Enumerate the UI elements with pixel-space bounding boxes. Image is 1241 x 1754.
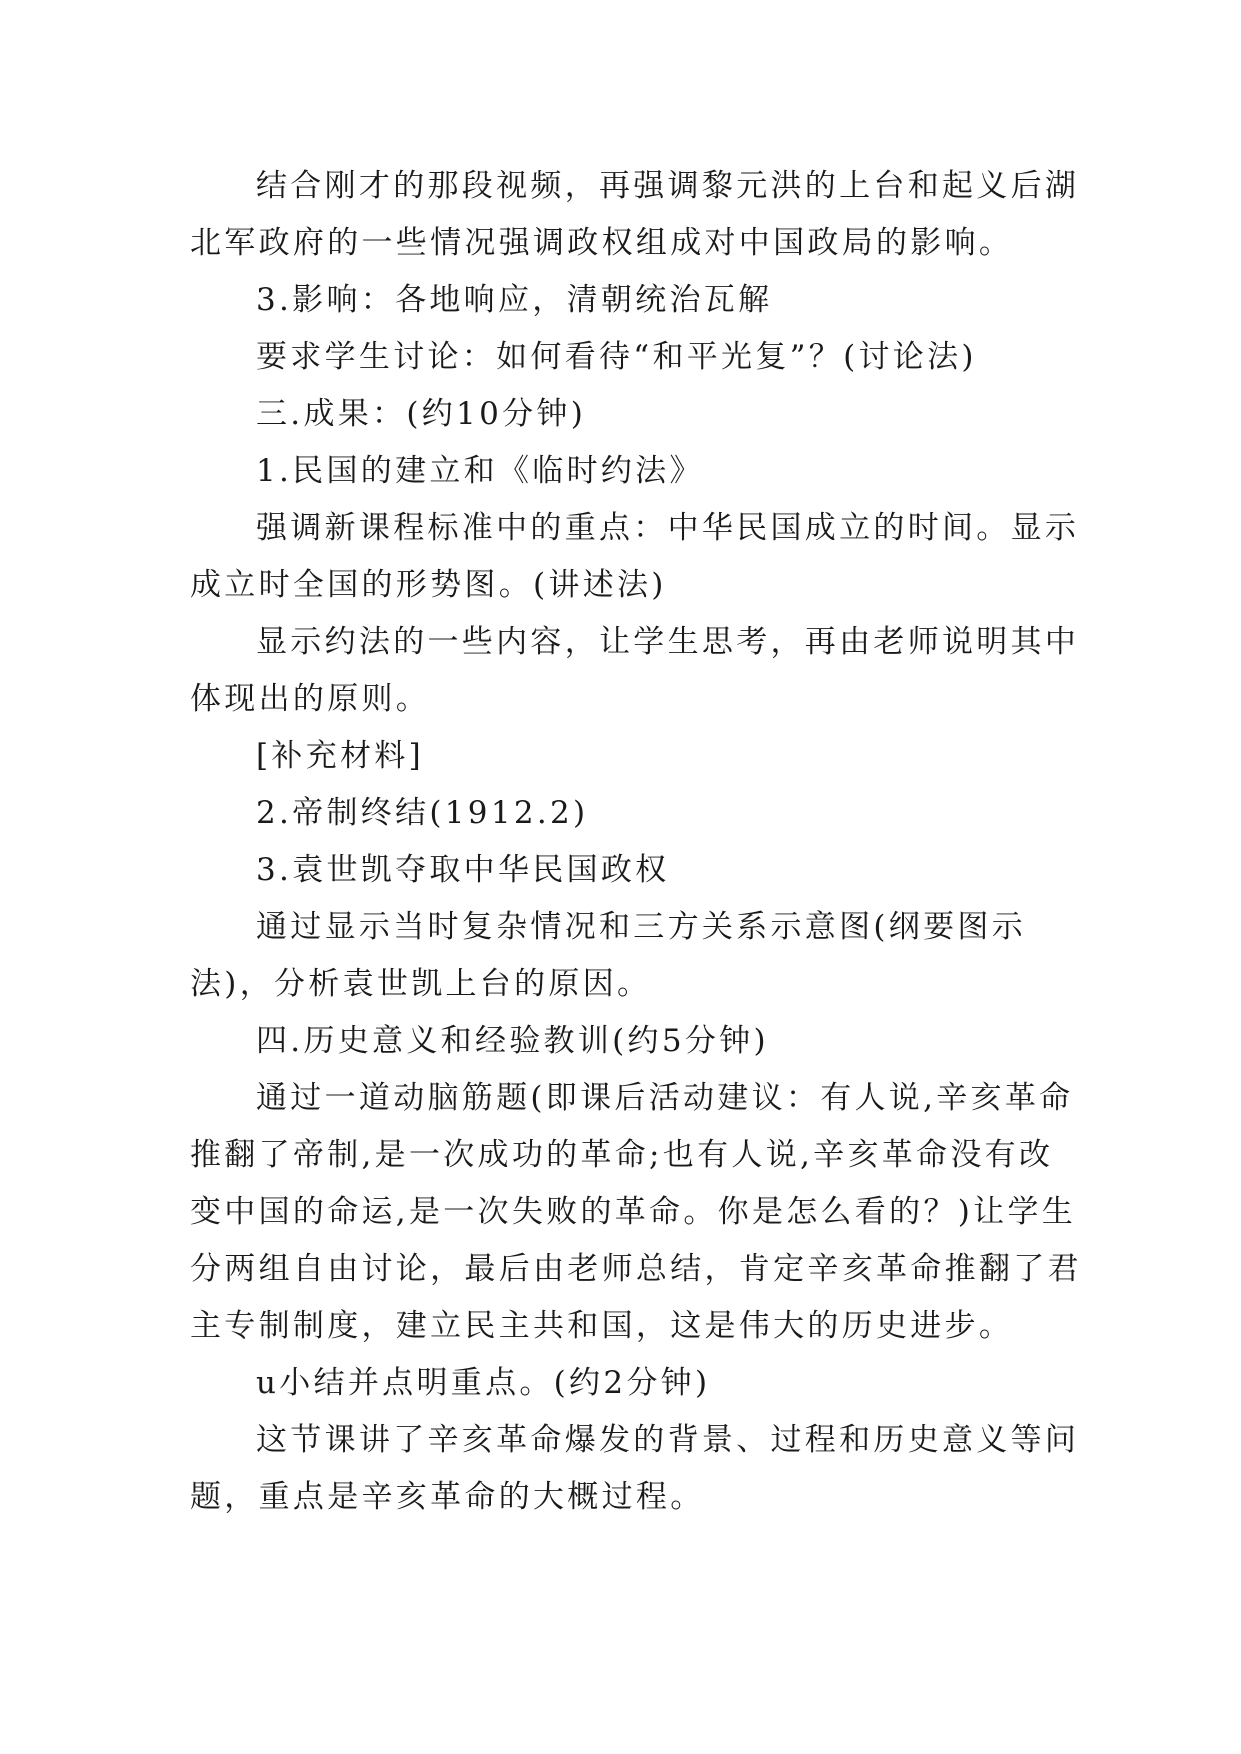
document-body [190, 158, 1082, 1526]
paragraph-constitution [190, 614, 1080, 728]
text-line: 体现出的原则。 [190, 681, 431, 717]
paragraph-diagram-method [190, 899, 1060, 1013]
text-line: 变中国的命运,是一次失败的革命。你是怎么看的？)让学生 [190, 1194, 1077, 1230]
text-line: 题，重点是辛亥革命的大概过程。 [190, 1479, 705, 1515]
paragraph-curriculum-focus [190, 500, 1080, 614]
text-line: 强调新课程标准中的重点：中华民国成立的时间。显示 [256, 510, 1080, 546]
text-line: u小结并点明重点。(约2分钟) [256, 1365, 711, 1401]
text-line: 主专制制度，建立民主共和国，这是伟大的历史进步。 [190, 1308, 1014, 1344]
section-heading-results [190, 386, 1060, 443]
paragraph-supplementary [190, 728, 1060, 785]
text-line: 通过显示当时复杂情况和三方关系示意图(纲要图示 [256, 909, 1026, 945]
text-line: 显示约法的一些内容，让学生思考，再由老师说明其中 [256, 624, 1080, 660]
text-line: 通过一道动脑筋题(即课后活动建议：有人说,辛亥革命 [256, 1080, 1074, 1116]
paragraph-summary [190, 1412, 1080, 1526]
text-line: 北军政府的一些情况强调政权组成对中国政局的影响。 [190, 225, 1014, 261]
text-line: 四.历史意义和经验教训(约5分钟) [256, 1023, 769, 1059]
text-line: [补充材料] [256, 738, 424, 774]
text-line: 三.成果：(约10分钟) [256, 396, 587, 432]
paragraph-influence-heading [190, 272, 1060, 329]
text-line: 成立时全国的形势图。(讲述法) [190, 567, 667, 603]
text-line: 要求学生讨论：如何看待“和平光复”？(讨论法) [256, 339, 977, 375]
text-line: 3.影响：各地响应，清朝统治瓦解 [256, 282, 773, 318]
text-line: 结合刚才的那段视频，再强调黎元洪的上台和起义后湖 [256, 168, 1080, 204]
text-line: 这节课讲了辛亥革命爆发的背景、过程和历史意义等问 [256, 1422, 1080, 1458]
paragraph-end-of-monarchy [190, 785, 1060, 842]
paragraph-brain-teaser [190, 1070, 1082, 1355]
text-line: 分两组自由讨论，最后由老师总结，肯定辛亥革命推翻了君 [190, 1251, 1082, 1287]
text-line: 2.帝制终结(1912.2) [256, 795, 589, 831]
section-heading-significance [190, 1013, 1060, 1070]
paragraph-background-video [190, 158, 1080, 272]
text-line: 法)，分析袁世凯上台的原因。 [190, 966, 652, 1002]
paragraph-republic-founding [190, 443, 1060, 500]
paragraph-summary-heading [190, 1355, 1060, 1412]
text-line: 3.袁世凯夺取中华民国政权 [256, 852, 670, 888]
text-line: 推翻了帝制,是一次成功的革命;也有人说,辛亥革命没有改 [190, 1137, 1054, 1173]
paragraph-discussion [190, 329, 1060, 386]
paragraph-yuan-shikai [190, 842, 1060, 899]
text-line: 1.民国的建立和《临时约法》 [256, 453, 704, 489]
